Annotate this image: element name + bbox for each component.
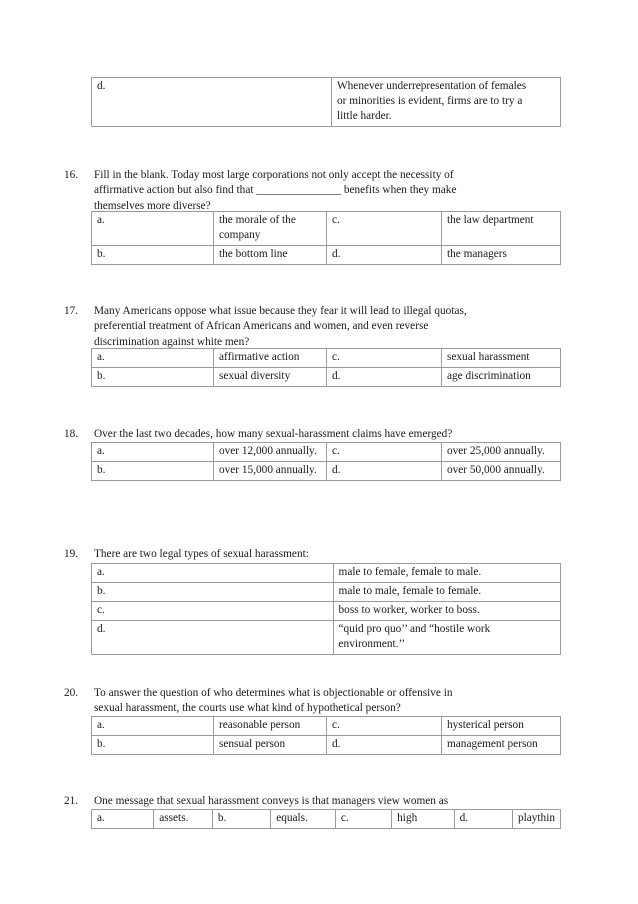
q21-options-table bbox=[91, 809, 561, 829]
option-letter: d. bbox=[92, 620, 334, 654]
option-row bbox=[92, 367, 561, 386]
option-letter: c. bbox=[92, 601, 334, 620]
option-row bbox=[92, 582, 561, 601]
option-row bbox=[92, 443, 561, 462]
q17-options-table bbox=[91, 348, 561, 387]
option-text-line: little harder. bbox=[337, 109, 392, 122]
option-letter: d. bbox=[454, 810, 512, 829]
question-line: Many Americans oppose what issue because they fear it will lead to illegal quotas, bbox=[94, 305, 467, 317]
option-letter: c. bbox=[327, 349, 442, 368]
option-text: reasonable person bbox=[214, 717, 327, 736]
option-letter: a. bbox=[92, 717, 214, 736]
question-line: affirmative action but also find that _______________ benefits when they make bbox=[94, 184, 457, 197]
option-row bbox=[92, 810, 561, 829]
option-letter: d. bbox=[327, 461, 442, 480]
q18-options-table bbox=[91, 442, 561, 481]
option-text: over 12,000 annually. bbox=[214, 443, 327, 462]
option-row bbox=[92, 717, 561, 736]
question-text bbox=[94, 427, 564, 442]
option-row bbox=[92, 564, 561, 583]
option-letter: b. bbox=[92, 735, 214, 754]
question-line: Over the last two decades, how many sexual-harassment claims have emerged? bbox=[94, 428, 453, 440]
option-letter: b. bbox=[92, 245, 214, 264]
option-text: the managers bbox=[442, 245, 561, 264]
option-text: over 15,000 annually. bbox=[214, 461, 327, 480]
option-letter: a. bbox=[92, 349, 214, 368]
question-line: One message that sexual harassment conveys is that managers view women as bbox=[94, 795, 449, 807]
question-line: preferential treatment of African Americans and women, and even reverse bbox=[94, 320, 429, 333]
q15-options-table bbox=[91, 77, 561, 127]
option-text: male to male, female to female. bbox=[333, 582, 560, 601]
question-line: sexual harassment, the courts use what kind of hypothetical person? bbox=[94, 702, 401, 715]
option-text: management person bbox=[442, 735, 561, 754]
option-text: the law department bbox=[442, 212, 561, 246]
option-text: sexual harassment bbox=[442, 349, 561, 368]
option-letter: b. bbox=[212, 810, 270, 829]
option-text: sexual diversity bbox=[214, 367, 327, 386]
q16-options-table bbox=[91, 211, 561, 265]
option-letter: b. bbox=[92, 461, 214, 480]
question-text bbox=[94, 547, 564, 562]
option-text: age discrimination bbox=[442, 367, 561, 386]
question-number: 17. bbox=[64, 305, 79, 317]
option-text-line: Whenever underrepresentation of females bbox=[337, 80, 527, 92]
option-text-line: or minorities is evident, firms are to try a bbox=[337, 94, 523, 107]
option-text: playthin bbox=[512, 810, 560, 829]
question-number: 19. bbox=[64, 548, 79, 560]
question-line: discrimination against white men? bbox=[94, 335, 250, 348]
q19-options-table bbox=[91, 563, 561, 655]
question-line: To answer the question of who determines what is objectionable or offensive in bbox=[94, 687, 453, 699]
option-letter: b. bbox=[92, 367, 214, 386]
option-text: boss to worker, worker to boss. bbox=[333, 601, 560, 620]
question-number: 18. bbox=[64, 428, 79, 440]
question-text bbox=[94, 794, 564, 809]
option-text: the bottom line bbox=[214, 245, 327, 264]
option-letter: c. bbox=[335, 810, 391, 829]
option-letter: c. bbox=[327, 717, 442, 736]
option-text: “quid pro quo’’ and “hostile work environment.’’ bbox=[333, 620, 560, 654]
option-row bbox=[92, 212, 561, 246]
option-text: the morale of the company bbox=[214, 212, 327, 246]
question-line: There are two legal types of sexual harassment: bbox=[94, 548, 309, 560]
option-text: high bbox=[392, 810, 454, 829]
option-letter: a. bbox=[92, 443, 214, 462]
option-row bbox=[92, 461, 561, 480]
option-text: equals. bbox=[271, 810, 336, 829]
question-number: 21. bbox=[64, 795, 79, 807]
option-row bbox=[92, 735, 561, 754]
option-text bbox=[332, 78, 561, 127]
option-letter: d. bbox=[327, 735, 442, 754]
option-text: male to female, female to male. bbox=[333, 564, 560, 583]
option-text: assets. bbox=[154, 810, 213, 829]
option-row bbox=[92, 601, 561, 620]
option-letter: d. bbox=[327, 367, 442, 386]
q20-options-table bbox=[91, 716, 561, 755]
option-letter: b. bbox=[92, 582, 334, 601]
question-line: themselves more diverse? bbox=[94, 199, 211, 212]
option-row bbox=[92, 245, 561, 264]
option-letter: d. bbox=[327, 245, 442, 264]
question-text bbox=[94, 686, 564, 717]
option-text: sensual person bbox=[214, 735, 327, 754]
option-row bbox=[92, 349, 561, 368]
option-letter: c. bbox=[327, 212, 442, 246]
option-letter: a. bbox=[92, 212, 214, 246]
question-text bbox=[94, 304, 564, 350]
option-text: affirmative action bbox=[214, 349, 327, 368]
option-text: hysterical person bbox=[442, 717, 561, 736]
option-letter: c. bbox=[327, 443, 442, 462]
option-text: over 50,000 annually. bbox=[442, 461, 561, 480]
option-row bbox=[92, 620, 561, 654]
option-text: over 25,000 annually. bbox=[442, 443, 561, 462]
question-line: Fill in the blank. Today most large corporations not only accept the necessity of bbox=[94, 169, 454, 181]
question-number: 20. bbox=[64, 687, 79, 699]
question-text bbox=[94, 168, 564, 214]
option-letter: a. bbox=[92, 810, 154, 829]
option-letter: a. bbox=[92, 564, 334, 583]
option-row bbox=[92, 78, 561, 127]
option-letter: d. bbox=[92, 78, 332, 127]
question-number: 16. bbox=[64, 169, 79, 181]
